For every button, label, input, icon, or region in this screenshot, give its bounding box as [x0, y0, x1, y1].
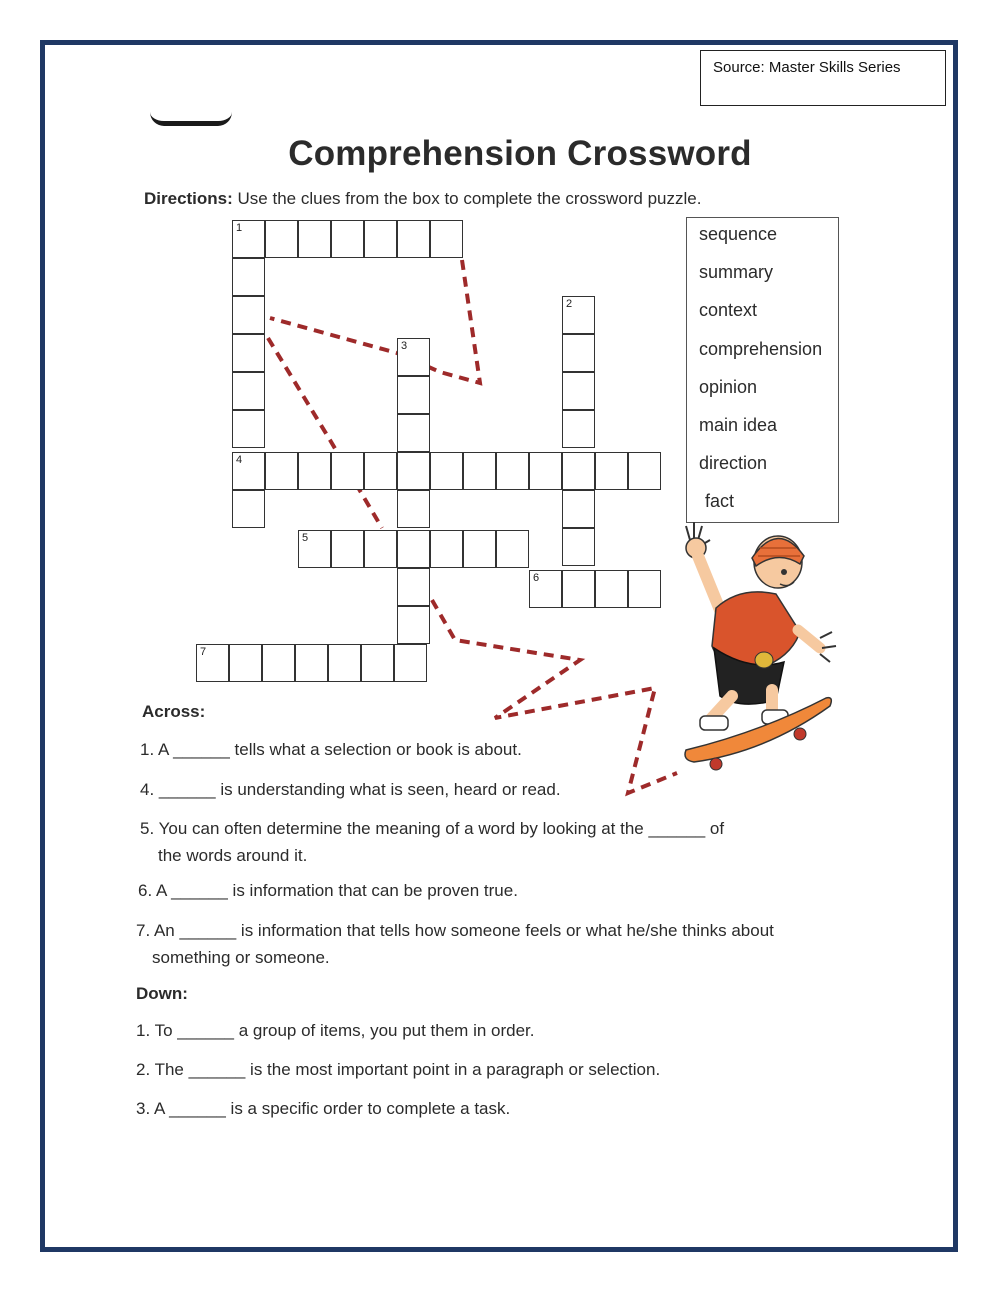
- grid-cell[interactable]: [562, 296, 595, 334]
- clue-number: 7: [200, 646, 207, 658]
- grid-cell[interactable]: [628, 570, 661, 608]
- grid-cell[interactable]: [562, 334, 595, 372]
- grid-cell[interactable]: [562, 570, 595, 608]
- grid-cell[interactable]: [232, 410, 265, 448]
- grid-cell[interactable]: [331, 220, 364, 258]
- word-bank-item: comprehension: [699, 339, 823, 359]
- word-bank-item: sequence: [699, 224, 778, 244]
- clue-number: 3: [401, 340, 408, 352]
- corner-decoration: [150, 112, 232, 126]
- down-heading: Down:: [136, 984, 188, 1003]
- source-text: Source: Master Skills Series: [713, 59, 901, 76]
- word-bank-item: opinion: [699, 377, 758, 397]
- source-box: [700, 50, 946, 106]
- grid-cell[interactable]: [265, 220, 298, 258]
- grid-cell[interactable]: [562, 372, 595, 410]
- word-bank-item: main idea: [699, 415, 778, 435]
- grid-cell[interactable]: [331, 452, 364, 490]
- grid-cell[interactable]: [364, 452, 397, 490]
- down-clue-1: 1. To ______ a group of items, you put them in order.: [136, 1021, 535, 1040]
- grid-cell[interactable]: [397, 414, 430, 452]
- word-bank-item: context: [699, 300, 758, 320]
- word-bank-item: direction: [699, 453, 768, 473]
- grid-cell[interactable]: [562, 410, 595, 448]
- grid-cell[interactable]: [394, 644, 427, 682]
- grid-cell[interactable]: [397, 338, 430, 376]
- grid-cell[interactable]: [298, 452, 331, 490]
- across-clue-6: 6. A ______ is information that can be proven true.: [138, 881, 518, 900]
- grid-cell[interactable]: [562, 528, 595, 566]
- grid-cell[interactable]: [364, 530, 397, 568]
- grid-cell[interactable]: [232, 452, 265, 490]
- clue-number: 5: [302, 532, 309, 544]
- grid-cell[interactable]: [430, 220, 463, 258]
- grid-cell[interactable]: [232, 220, 265, 258]
- grid-cell[interactable]: [232, 296, 265, 334]
- grid-cell[interactable]: [430, 530, 463, 568]
- grid-cell[interactable]: [397, 606, 430, 644]
- down-clue-3: 3. A ______ is a specific order to complete a task.: [136, 1099, 511, 1118]
- clue-number: 1: [236, 222, 243, 234]
- grid-cell[interactable]: [562, 490, 595, 528]
- grid-cell[interactable]: [529, 570, 562, 608]
- grid-cell[interactable]: [595, 570, 628, 608]
- grid-cell[interactable]: [196, 644, 229, 682]
- grid-cell[interactable]: [232, 334, 265, 372]
- grid-cell[interactable]: [463, 530, 496, 568]
- grid-cell[interactable]: [298, 530, 331, 568]
- directions: [144, 189, 701, 209]
- grid-cell[interactable]: [361, 644, 394, 682]
- grid-cell[interactable]: [328, 644, 361, 682]
- grid-cell[interactable]: [298, 220, 331, 258]
- directions-label: Directions:: [144, 189, 233, 208]
- across-heading: Across:: [142, 702, 206, 721]
- across-clue-5: 5. You can often determine the meaning of a word by looking at the ______ of: [140, 819, 725, 838]
- across-clue-7-continued: something or someone.: [152, 948, 330, 967]
- grid-cell[interactable]: [232, 372, 265, 410]
- grid-cell[interactable]: [232, 258, 265, 296]
- page-title: Comprehension Crossword: [288, 134, 752, 173]
- grid-cell[interactable]: [463, 452, 496, 490]
- skateboarder-illustration: [680, 520, 840, 780]
- word-bank: [686, 217, 839, 523]
- word-bank-item: fact: [705, 491, 735, 511]
- grid-cell[interactable]: [496, 452, 529, 490]
- grid-cell[interactable]: [265, 452, 298, 490]
- grid-cell[interactable]: [628, 452, 661, 490]
- grid-cell[interactable]: [397, 568, 430, 606]
- grid-cell[interactable]: [529, 452, 562, 490]
- word-bank-item: summary: [699, 262, 774, 282]
- grid-cell[interactable]: [397, 220, 430, 258]
- clue-number: 6: [533, 572, 540, 584]
- grid-cell[interactable]: [262, 644, 295, 682]
- grid-cell[interactable]: [430, 452, 463, 490]
- directions-text: Use the clues from the box to complete the crossword puzzle.: [237, 189, 702, 208]
- down-clue-2: 2. The ______ is the most important point in a paragraph or selection.: [136, 1060, 661, 1079]
- grid-cell[interactable]: [397, 452, 430, 490]
- grid-cell[interactable]: [496, 530, 529, 568]
- grid-cell[interactable]: [397, 376, 430, 414]
- grid-cell[interactable]: [397, 490, 430, 528]
- grid-cell[interactable]: [232, 490, 265, 528]
- grid-cell[interactable]: [397, 530, 430, 568]
- grid-cell[interactable]: [364, 220, 397, 258]
- clue-number: 4: [236, 454, 243, 466]
- grid-cell[interactable]: [562, 452, 595, 490]
- across-clue-1: 1. A ______ tells what a selection or book is about.: [140, 740, 522, 759]
- grid-cell[interactable]: [295, 644, 328, 682]
- clue-number: 2: [566, 298, 573, 310]
- across-clue-4: 4. ______ is understanding what is seen, heard or read.: [140, 780, 561, 799]
- grid-cell[interactable]: [595, 452, 628, 490]
- grid-cell[interactable]: [331, 530, 364, 568]
- across-clue-7: 7. An ______ is information that tells how someone feels or what he/she thinks about: [136, 921, 774, 940]
- grid-cell[interactable]: [229, 644, 262, 682]
- across-clue-5-continued: the words around it.: [158, 846, 308, 865]
